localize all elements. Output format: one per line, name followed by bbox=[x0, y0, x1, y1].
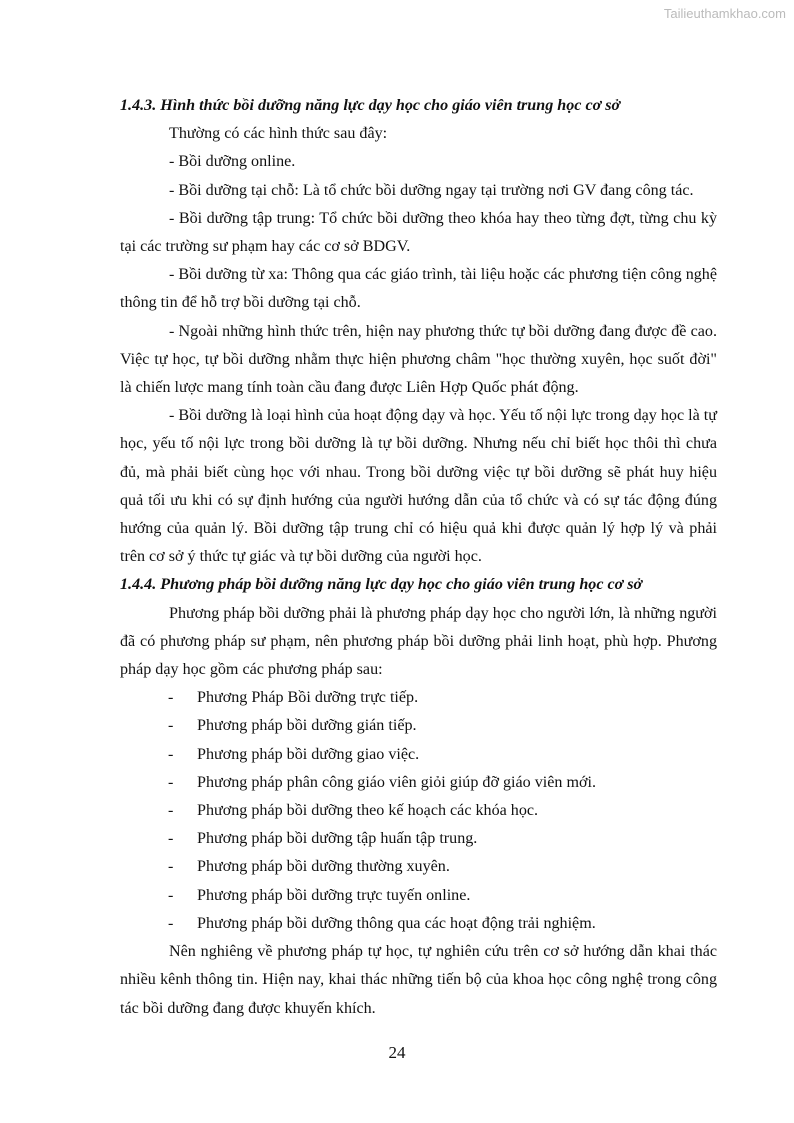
list-item-text: Phương pháp bồi dưỡng gián tiếp. bbox=[197, 717, 417, 735]
bullet-dash: - bbox=[168, 773, 174, 791]
bullet-dash: - bbox=[168, 886, 174, 904]
bullet-dash: - bbox=[168, 802, 174, 820]
bullet-dash: - bbox=[168, 717, 174, 735]
list-item bbox=[120, 684, 717, 712]
paragraph: - Bồi dưỡng từ xa: Thông qua các giáo trình, tài liệu hoặc các phương tiện công nghệ thông tin để hỗ trợ bồi dưỡng tại chỗ. bbox=[120, 266, 717, 312]
list-item-text: Phương pháp bồi dưỡng tập huấn tập trung. bbox=[197, 830, 478, 848]
page-number: 24 bbox=[388, 1043, 406, 1062]
list-item-text: Phương pháp bồi dưỡng thông qua các hoạt động trải nghiệm. bbox=[197, 914, 596, 932]
bullet-dash: - bbox=[168, 858, 174, 876]
list-item bbox=[120, 825, 717, 853]
paragraph: - Ngoài những hình thức trên, hiện nay phương thức tự bồi dưỡng đang được đề cao. Việc tự học, tự bồi dưỡng nhằm thực hiện phương châm "học thường xuyên, học suốt đời" là chiến lược mang tính toàn cầu đang được Liên Hợp Quốc phát động. bbox=[120, 322, 717, 397]
paragraph: - Bồi dưỡng là loại hình của hoạt động dạy và học. Yếu tố nội lực trong dạy học là tự học, yếu tố nội lực trong bồi dưỡng là tự bồi dưỡng. Nhưng nếu chỉ biết học thôi thì chưa đủ, mà phải biết cùng học với nhau. Trong bồi dưỡng việc tự bồi dưỡng sẽ phát huy hiệu quả tối ưu khi có sự định hướng của người hướng dẫn của tổ chức và có sự tác động đúng hướng của quản lý. Bồi dưỡng tập trung chỉ có hiệu quả khi được quản lý hợp lý và phải trên cơ sở ý thức tự giác và tự bồi dưỡng của người học. bbox=[120, 407, 717, 566]
list-item bbox=[120, 712, 717, 740]
list-item-text: Phương pháp bồi dưỡng giao việc. bbox=[197, 745, 420, 763]
list-item bbox=[120, 797, 717, 825]
list-item bbox=[120, 769, 717, 797]
bullet-dash: - bbox=[168, 830, 174, 848]
paragraph: Phương pháp bồi dưỡng phải là phương pháp dạy học cho người lớn, là những người đã có phương pháp sư phạm, nên phương pháp bồi dưỡng phải linh hoạt, phù hợp. Phương pháp dạy học gồm các phương pháp sau: bbox=[120, 604, 717, 679]
page-content bbox=[120, 92, 717, 1023]
list-item bbox=[120, 741, 717, 769]
bullet-dash: - bbox=[168, 914, 174, 932]
list-item-text: Phương pháp bồi dưỡng trực tuyến online. bbox=[197, 886, 471, 904]
list-item-text: Phương Pháp Bồi dưỡng trực tiếp. bbox=[197, 689, 419, 707]
list-item-text: Phương pháp bồi dưỡng theo kế hoạch các khóa học. bbox=[197, 802, 539, 820]
bullet-dash: - bbox=[168, 745, 174, 763]
paragraph: Thường có các hình thức sau đây: bbox=[169, 125, 388, 143]
section-heading-1-4-3: 1.4.3. Hình thức bồi dưỡng năng lực dạy học cho giáo viên trung học cơ sở bbox=[120, 97, 621, 114]
paragraph: - Bồi dưỡng online. bbox=[169, 153, 296, 171]
watermark: Tailieuthamkhao.com bbox=[663, 6, 786, 21]
list-item-text: Phương pháp bồi dưỡng thường xuyên. bbox=[197, 858, 450, 876]
methods-list bbox=[120, 684, 717, 938]
paragraph: Nên nghiêng về phương pháp tự học, tự nghiên cứu trên cơ sở hướng dẫn khai thác nhiều kênh thông tin. Hiện nay, khai thác những tiến bộ của khoa học công nghệ trong công tác bồi dưỡng đang được khuyến khích. bbox=[120, 943, 717, 1017]
bullet-dash: - bbox=[168, 689, 174, 707]
section-heading-1-4-4: 1.4.4. Phương pháp bồi dưỡng năng lực dạy học cho giáo viên trung học cơ sở bbox=[120, 576, 643, 594]
list-item-text: Phương pháp phân công giáo viên giỏi giúp đỡ giáo viên mới. bbox=[197, 773, 596, 791]
list-item bbox=[120, 882, 717, 910]
paragraph: - Bồi dưỡng tập trung: Tổ chức bồi dưỡng theo khóa hay theo từng đợt, từng chu kỳ tại các trường sư phạm hay các cơ sở BDGV. bbox=[120, 209, 717, 256]
list-item bbox=[120, 853, 717, 881]
list-item bbox=[120, 910, 717, 938]
paragraph: - Bồi dưỡng tại chỗ: Là tổ chức bồi dưỡng ngay tại trường nơi GV đang công tác. bbox=[169, 181, 694, 199]
